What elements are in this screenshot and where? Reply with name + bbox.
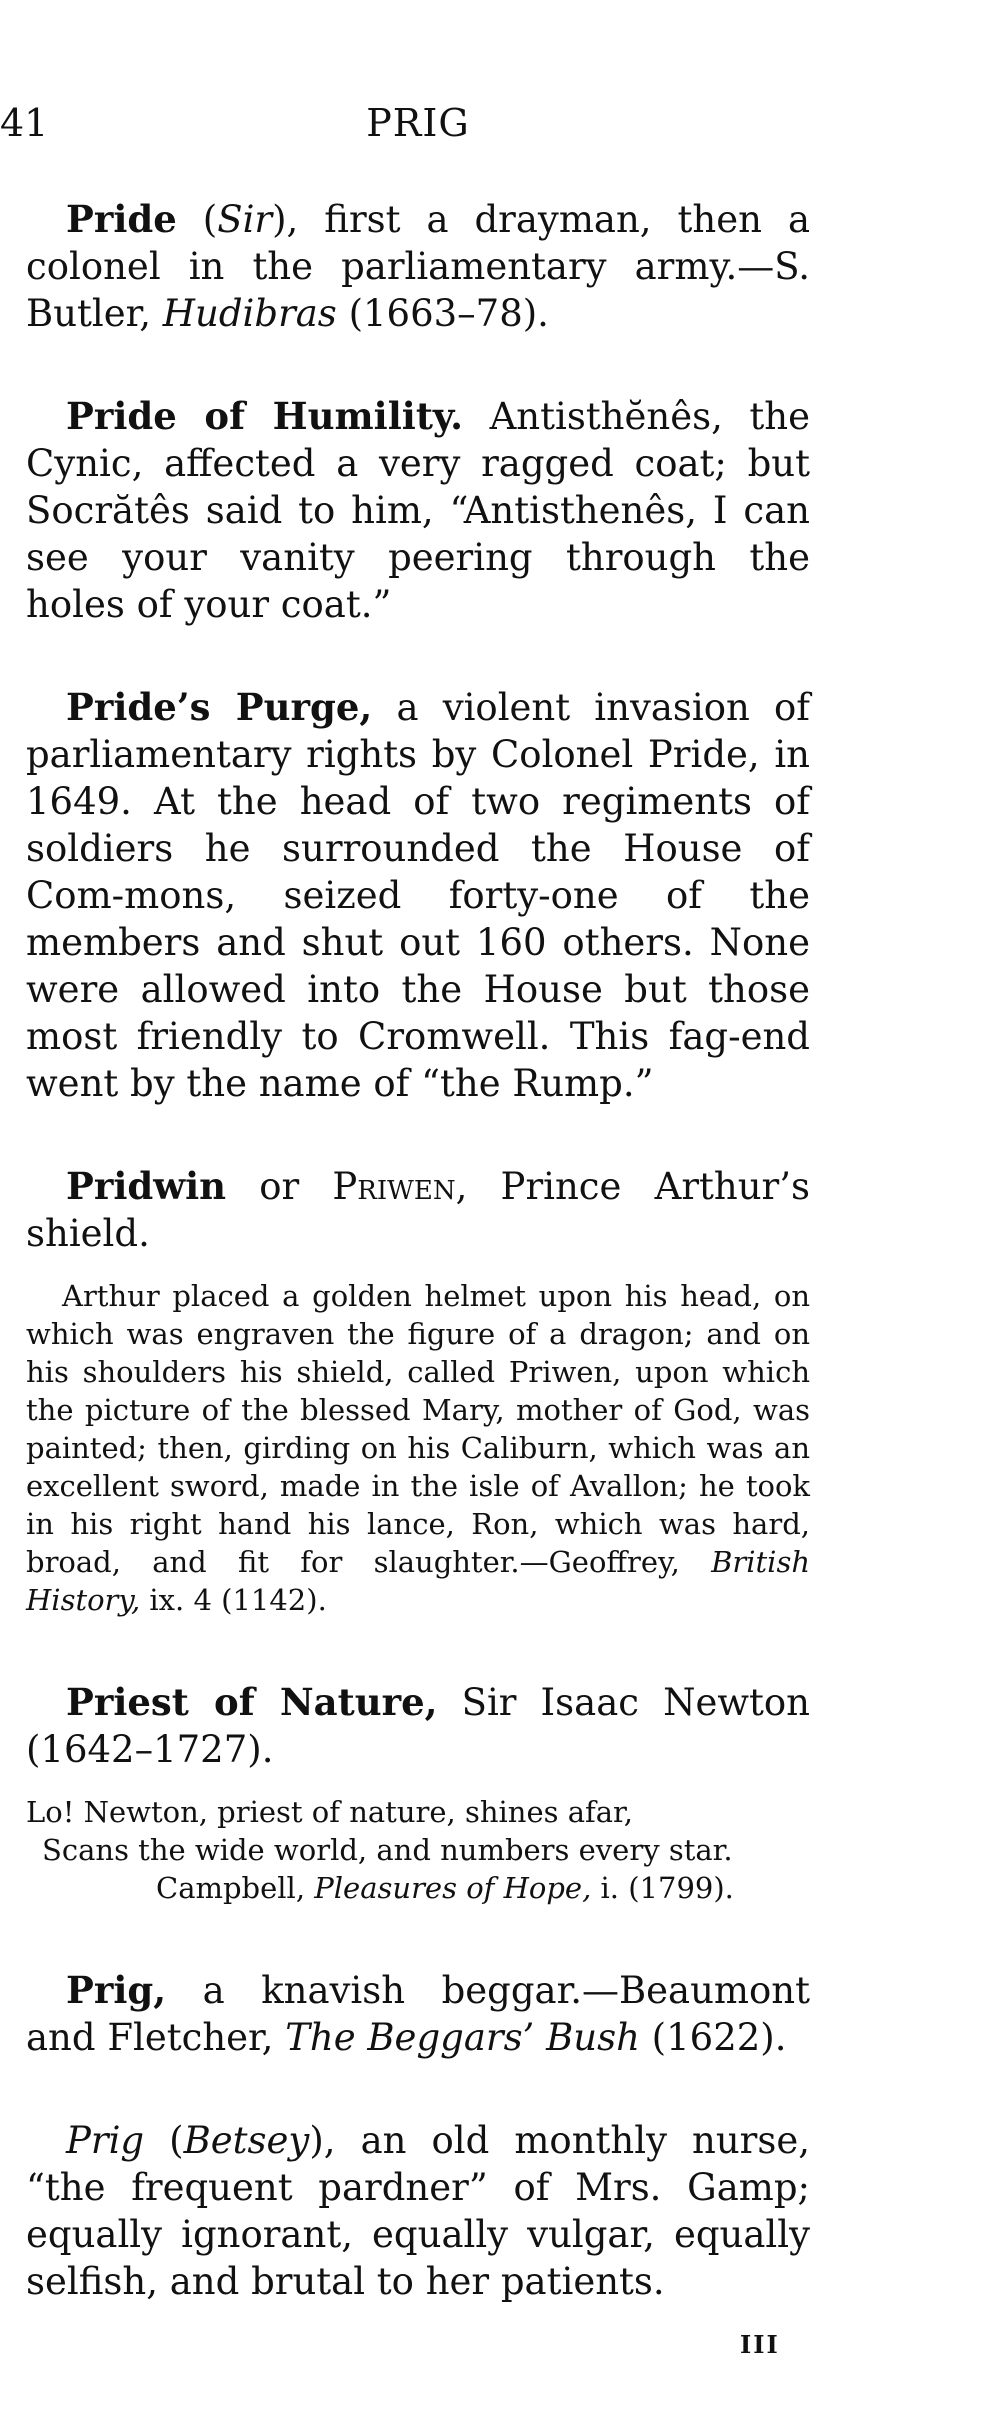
verse-line: Lo! Newton, priest of nature, shines afar, <box>26 1795 633 1829</box>
paren-open: ( <box>176 198 218 241</box>
paren-open: ( <box>144 2119 184 2162</box>
running-head: PRIG <box>366 101 470 145</box>
quote-pridwin <box>26 1277 810 1619</box>
page-number: 41 <box>0 101 49 145</box>
entry-body: a knavish beggar.—Beaumont and Fletcher, <box>26 1969 810 2059</box>
paren-close: ) <box>272 198 287 241</box>
entry-tail: (1622). <box>639 2016 787 2059</box>
title-italic: Betsey <box>183 2119 310 2162</box>
headword: Prig, <box>66 1968 167 2012</box>
entry-body: a violent invasion of parliamentary rights by Colonel Pride, in 1649. At the head of two regiments of soldiers he surrounded the House of Com-mons, seized forty-one of the members and shut out 160 others. None were allowed into the House but those most friendly to Cromwell. This fag-end went by the name of “the Rump.” <box>26 686 810 1105</box>
verse-line: Scans the wide world, and numbers every star. <box>42 1833 733 1867</box>
work-title: Hudibras <box>162 292 337 335</box>
entry-pride <box>26 196 810 337</box>
entry-body: , first a drayman, then a colonel in the parliamentary army.—S. Butler, <box>26 198 810 335</box>
work-title: The Beggars’ Bush <box>285 2016 640 2059</box>
work-title: British History, <box>26 1545 810 1617</box>
headword: Pridwin <box>66 1164 227 1208</box>
variant-name: Priwen <box>332 1165 456 1208</box>
entry-tail: (1663–78). <box>336 292 549 335</box>
quote-text: Arthur placed a golden helmet upon his head, on which was engraven the figure of a dragon; and on his shoulders his shield, called Priwen, upon which the picture of the blessed Mary, mother of God, was painted; then, girding on his Caliburn, which was an excellent sword, made in the isle of Avallon; he took in his right hand his lance, Ron, which was hard, broad, and fit for slaughter.—Geoffrey, <box>26 1279 810 1579</box>
entry-prig <box>26 1967 810 2061</box>
dictionary-column <box>26 196 810 2361</box>
entry-priest-of-nature <box>26 1679 810 1773</box>
entry-body: Sir Isaac Newton (1642–1727). <box>26 1681 810 1771</box>
entry-pride-of-humility <box>26 393 810 628</box>
headword: Pride <box>66 197 177 241</box>
headword: Pride’s Purge, <box>66 685 373 729</box>
title-italic: Sir <box>217 198 273 241</box>
quote-tail: ix. 4 (1142). <box>140 1583 327 1617</box>
entry-pridwin <box>26 1163 810 1257</box>
work-title: Pleasures of Hope, <box>314 1871 592 1905</box>
entry-body: , an old monthly nurse, “the frequent pardner” of Mrs. Gamp; equally ignorant, equally vulgar, equally selfish, and brutal to her patients. <box>26 2119 810 2303</box>
verse-attribution <box>26 1869 810 1907</box>
entry-body: Antisthĕnês, the Cynic, affected a very ragged coat; but Socrătês said to him, “Antisthenês, I can see your vanity peering through the holes of your coat.” <box>26 395 810 626</box>
paren-close: ) <box>309 2119 324 2162</box>
entry-body: , Prince Arthur’s shield. <box>26 1165 810 1255</box>
signature-mark: III <box>740 2330 780 2359</box>
headword: Pride of Humility. <box>66 394 464 438</box>
entry-connector: or <box>226 1165 333 1208</box>
attrib-tail: i. (1799). <box>591 1871 734 1905</box>
headword: Prig <box>66 2119 145 2162</box>
attrib-author: Campbell, <box>156 1871 315 1905</box>
verse-newton <box>26 1793 810 1907</box>
entry-prig-betsey <box>26 2117 810 2305</box>
entry-prides-purge <box>26 684 810 1107</box>
headword: Priest of Nature, <box>66 1680 438 1724</box>
